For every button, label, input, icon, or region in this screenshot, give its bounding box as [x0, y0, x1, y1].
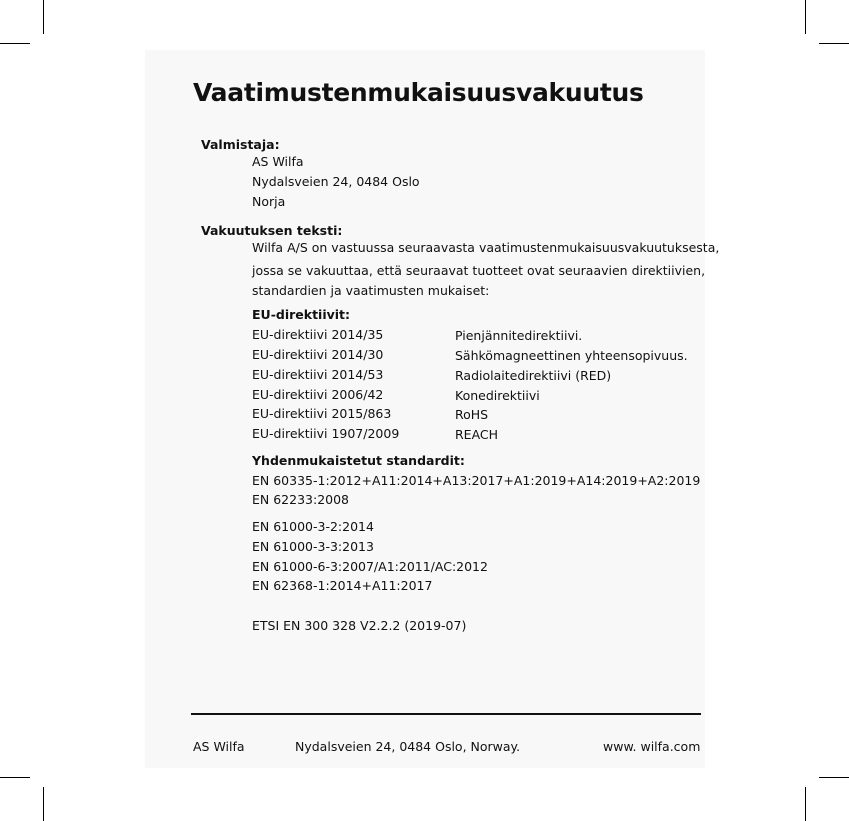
eu-directives-heading: EU-direktiivit:	[252, 307, 351, 322]
directive-code: EU-direktiivi 2014/35	[252, 327, 384, 342]
directive-name: Pienjännitedirektiivi.	[455, 328, 583, 343]
crop-mark	[0, 43, 30, 44]
crop-mark	[0, 777, 30, 778]
manufacturer-label: Valmistaja:	[201, 137, 280, 152]
footer-company: AS Wilfa	[193, 739, 245, 754]
footer-address: Nydalsveien 24, 0484 Oslo, Norway.	[295, 739, 521, 754]
standard-item: EN 61000-3-2:2014	[252, 519, 374, 534]
directive-code: EU-direktiivi 2015/863	[252, 406, 392, 421]
crop-mark	[43, 787, 44, 821]
declaration-line: jossa se vakuuttaa, että seuraavat tuotteet ovat seuraavien direktiivien,	[252, 263, 706, 278]
declaration-line: Wilfa A/S on vastuussa seuraavasta vaatimustenmukaisuusvakuutuksesta,	[252, 240, 720, 255]
manufacturer-line: AS Wilfa	[252, 154, 304, 169]
directive-code: EU-direktiivi 1907/2009	[252, 426, 400, 441]
directive-code: EU-direktiivi 2014/30	[252, 347, 384, 362]
document-page	[145, 50, 705, 768]
declaration-label: Vakuutuksen teksti:	[201, 223, 343, 238]
manufacturer-line: Norja	[252, 194, 286, 209]
declaration-line: standardien ja vaatimusten mukaiset:	[252, 283, 490, 298]
page-title: Vaatimustenmukaisuusvakuutus	[193, 78, 644, 107]
standard-item: ETSI EN 300 328 V2.2.2 (2019-07)	[252, 618, 467, 633]
standard-item: EN 62233:2008	[252, 492, 350, 507]
crop-mark	[805, 0, 806, 34]
directive-name: Sähkömagneettinen yhteensopivuus.	[455, 348, 688, 363]
crop-mark	[819, 777, 849, 778]
footer-website[interactable]: www. wilfa.com	[603, 739, 701, 754]
directive-name: RoHS	[455, 407, 489, 422]
crop-mark	[819, 43, 849, 44]
directive-name: Radiolaitedirektiivi (RED)	[455, 368, 612, 383]
crop-mark	[805, 787, 806, 821]
directive-code: EU-direktiivi 2006/42	[252, 387, 384, 402]
directive-name: Konedirektiivi	[455, 388, 540, 403]
manufacturer-line: Nydalsveien 24, 0484 Oslo	[252, 174, 420, 189]
standard-item: EN 62368-1:2014+A11:2017	[252, 578, 433, 593]
crop-mark	[43, 0, 44, 34]
standards-heading: Yhdenmukaistetut standardit:	[252, 453, 465, 468]
directive-name: REACH	[455, 427, 499, 442]
directive-code: EU-direktiivi 2014/53	[252, 367, 384, 382]
standard-item: EN 61000-6-3:2007/A1:2011/AC:2012	[252, 559, 488, 574]
standard-item: EN 61000-3-3:2013	[252, 539, 374, 554]
footer-divider	[191, 713, 701, 715]
standard-item: EN 60335-1:2012+A11:2014+A13:2017+A1:2019+A14:2019+A2:2019	[252, 473, 701, 488]
